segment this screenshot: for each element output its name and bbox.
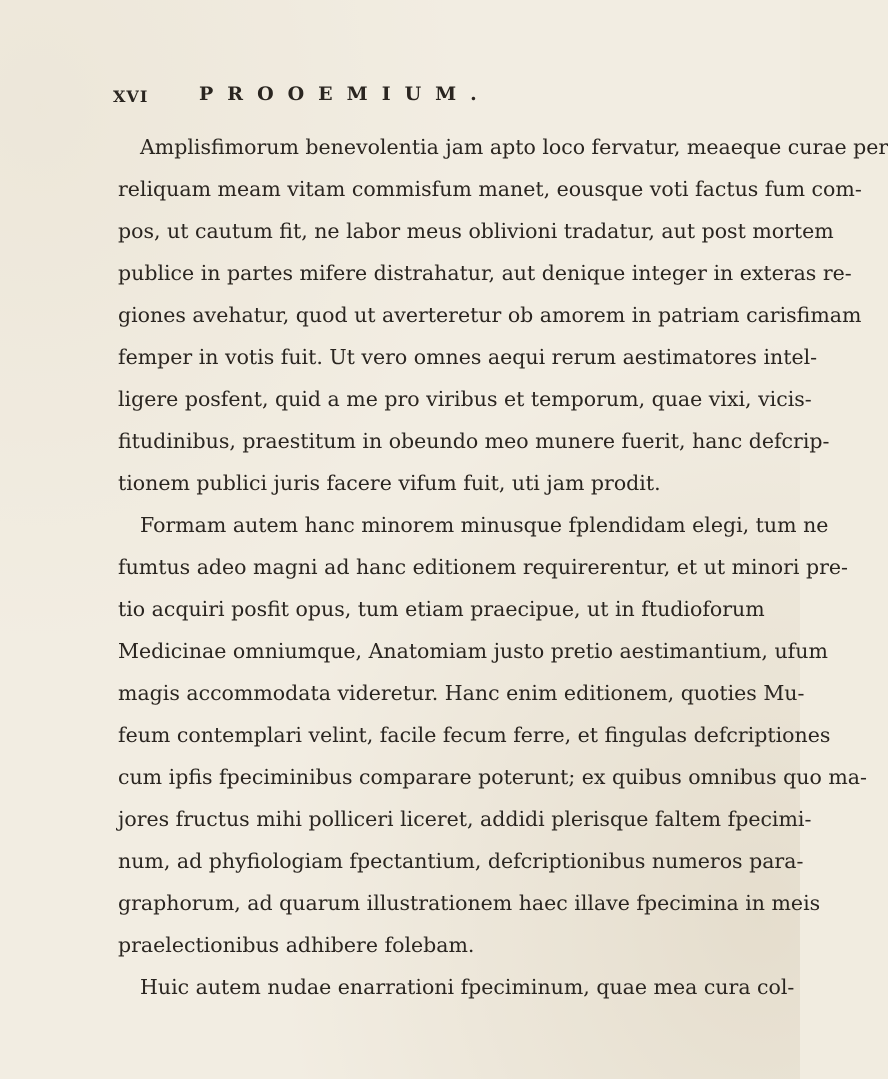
text-line: ligere posfent, quid a me pro viribus et temporum, quae vixi, vicis- <box>118 387 812 411</box>
section-title: PROOEMIUM. <box>199 83 491 105</box>
text-line: fumtus adeo magni ad hanc editionem requirerentur, et ut minori pre- <box>118 555 848 579</box>
text-line: Medicinae omniumque, Anatomiam justo pretio aestimantium, ufum <box>118 639 828 663</box>
text-line: reliquam meam vitam commisfum manet, eousque voti factus fum com- <box>118 177 862 201</box>
text-line: tionem publici juris facere vifum fuit, uti jam prodit. <box>118 471 661 495</box>
text-line: fitudinibus, praestitum in obeundo meo munere fuerit, hanc defcrip- <box>118 429 830 453</box>
text-line: praelectionibus adhibere folebam. <box>118 933 475 957</box>
page-number: XVI <box>113 87 149 106</box>
text-line: graphorum, ad quarum illustrationem haec illave fpecimina in meis <box>118 891 821 915</box>
running-head <box>113 83 753 113</box>
text-line: pos, ut cautum fit, ne labor meus oblivioni tradatur, aut post mortem <box>118 219 834 243</box>
text-line: Formam autem hanc minorem minusque fplendidam elegi, tum ne <box>140 513 829 537</box>
text-line: num, ad phyfiologiam fpectantium, defcriptionibus numeros para- <box>118 849 804 873</box>
text-line: publice in partes mifere distrahatur, aut denique integer in exteras re- <box>118 261 852 285</box>
text-line: femper in votis fuit. Ut vero omnes aequi rerum aestimatores intel- <box>118 345 818 369</box>
text-line: tio acquiri posfit opus, tum etiam praecipue, ut in ftudioforum <box>118 597 765 621</box>
text-line: Amplisfimorum benevolentia jam apto loco fervatur, meaeque curae per <box>140 135 888 159</box>
text-line: cum ipfis fpeciminibus comparare poterunt; ex quibus omnibus quo ma- <box>118 765 867 789</box>
text-line: Huic autem nudae enarrationi fpeciminum, quae mea cura col- <box>140 975 795 999</box>
text-line: feum contemplari velint, facile fecum ferre, et fingulas defcriptiones <box>118 723 831 747</box>
text-line: magis accommodata videretur. Hanc enim editionem, quoties Mu- <box>118 681 805 705</box>
text-line: jores fructus mihi polliceri liceret, addidi plerisque faltem fpecimi- <box>118 807 812 831</box>
text-line: giones avehatur, quod ut averteretur ob amorem in patriam carisfimam <box>118 303 862 327</box>
body-text <box>118 126 888 1008</box>
